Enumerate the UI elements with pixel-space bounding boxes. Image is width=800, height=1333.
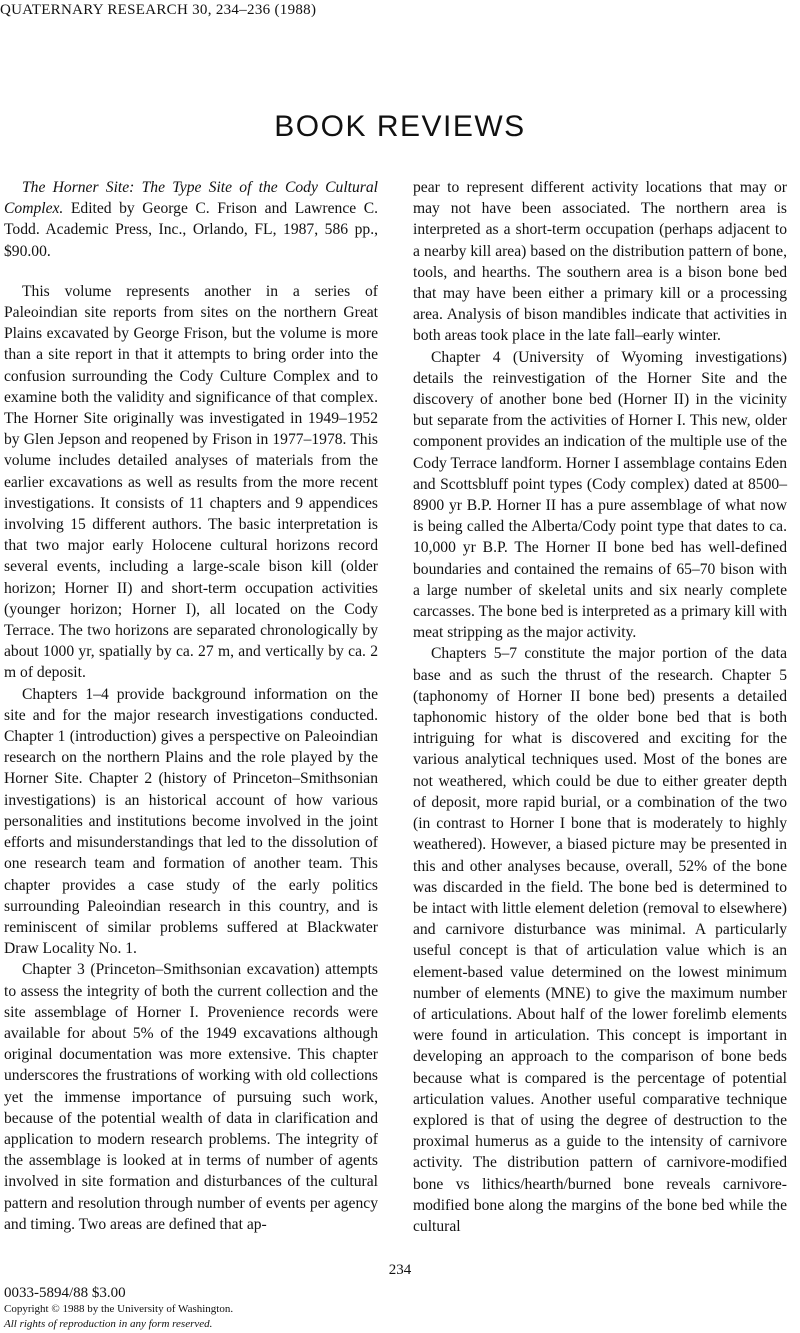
running-head: QUATERNARY RESEARCH 30, 234–236 (1988) <box>0 2 317 18</box>
review-paragraph: Chapters 5–7 constitute the major portion of the data base and as such the thrust of the research. Chapter 5 (taphonomy of Horner II bone bed) presents a detailed taphonomic history of the older bone bed that is both intriguing for what is discovered and exciting for the various analytical techniques used. Most of the bones are not weathered, which could be due to either greater depth of deposit, more rapid burial, or a combination of the two (in contrast to Horner I bone that is moderately to highly weathered). However, a biased picture may be presented in this and other analyses because, overall, 52% of the bone was discarded in the field. The bone bed is determined to be intact with little element deletion (removal to elsewhere) and carnivore disturbance was minimal. A particularly useful concept is that of articulation value which is an element-based value determined on the lowest minimum number of elements (MNE) to give the maximum number of articulations. About half of the lower forelimb elements were found in articulation. This concept is important in developing an approach to the comparison of bone beds because what is compared is the percentage of potential articulation values. Another useful comparative technique explored is that of using the degree of destruction to the proximal humerus as a guide to the intensity of carnivore activity. The distribution pattern of carnivore-modified bone vs lithics/hearth/burned bone reveals carnivore-modified bone along the margins of the bone bed while the cultural <box>413 645 787 1235</box>
copyright-line: Copyright © 1988 by the University of Washington. <box>4 1303 234 1315</box>
right-column <box>413 177 787 1237</box>
section-title: BOOK REVIEWS <box>274 110 526 143</box>
book-title: The Horner Site: The Type Site of the Cody Cultural Complex. <box>4 179 378 218</box>
review-paragraph-continued: pear to represent different activity locations that may or may not have been associated. The northern area is interpreted as a short-term occupation (perhaps adjacent to a nearby kill area) based on the distribution pattern of bone, tools, and hearths. The southern area is a bison bone bed that may have been either a primary kill or a processing area. Analysis of bison mandibles indicate that activities in both areas took place in the late fall–early winter. <box>413 179 787 345</box>
publication-code: 0033-5894/88 $3.00 <box>4 1285 126 1301</box>
review-paragraph: This volume represents another in a series of Paleoindian site reports from sites on the northern Great Plains excavated by George Frison, but the volume is more than a site report in that it attempts to bring order into the confusion surrounding the Cody Culture Complex and to examine both the validity and significance of that complex. The Horner Site originally was investigated in 1949–1952 by Glen Jepson and reopened by Frison in 1977–1978. This volume includes detailed analyses of materials from the earlier excavations as well as results from the more recent investigations. It consists of 11 chapters and 9 appendices involving 15 different authors. The basic interpretation is that two major early Holocene cultural horizons record several events, including a large-scale bison kill (older horizon; Horner II) and short-term occupation activities (younger horizon; Horner I), all located on the Cody Terrace. The two horizons are separated chronologically by about 1000 yr, spatially by ca. 27 m, and vertically by ca. 2 m of deposit. <box>4 282 378 682</box>
page-footer <box>4 1284 504 1332</box>
left-column <box>4 177 378 1235</box>
page-number: 234 <box>388 1262 412 1278</box>
book-citation <box>4 177 378 262</box>
review-paragraph: Chapter 3 (Princeton–Smithsonian excavation) attempts to assess the integrity of both the current collection and the site assemblage of Horner I. Provenience records were available for about 5% of the 1949 excavations although original documentation was more extensive. This chapter underscores the frustrations of working with old collections yet the immense importance of pursuing such work, because of the potential wealth of data in clarification and application to modern research problems. The integrity of the assemblage is looked at in terms of number of agents involved in site formation and disturbances of the cultural pattern and resolution through number of events per agency and timing. Two areas are defined that ap- <box>4 961 378 1233</box>
book-details: Edited by George C. Frison and Lawrence C. Todd. Academic Press, Inc., Orlando, FL, 1987, 586 pp., $90.00. <box>4 200 378 260</box>
rights-line: All rights of reproduction in any form reserved. <box>4 1318 213 1330</box>
review-paragraph: Chapters 1–4 provide background information on the site and for the major research investigations conducted. Chapter 1 (introduction) gives a perspective on Paleoindian research on the northern Plains and the role played by the Horner Site. Chapter 2 (history of Princeton–Smithsonian investigations) is an historical account of how various personalities and institutions become involved in the joint efforts and misunderstandings that led to the dissolution of one research team and formation of another team. This chapter provides a case study of the early politics surrounding Paleoindian research in this country, and is reminiscent of similar problems suffered at Blackwater Draw Locality No. 1. <box>4 685 378 958</box>
review-paragraph: Chapter 4 (University of Wyoming investigations) details the reinvestigation of the Horner Site and the discovery of another bone bed (Horner II) in the vicinity but separate from the activities of Horner I. This new, older component provides an indication of the multiple use of the Cody Terrace landform. Horner I assemblage contains Eden and Scottsbluff point types (Cody complex) dated at 8500–8900 yr B.P. Horner II has a pure assemblage of what now is being called the Alberta/Cody point type that dates to ca. 10,000 yr B.P. The Horner II bone bed has well-defined boundaries and contained the remains of 65–70 bison with a large number of skeletal units and six nearly complete carcasses. The bone bed is interpreted as a primary kill with meat stripping as the major activity. <box>413 348 787 642</box>
